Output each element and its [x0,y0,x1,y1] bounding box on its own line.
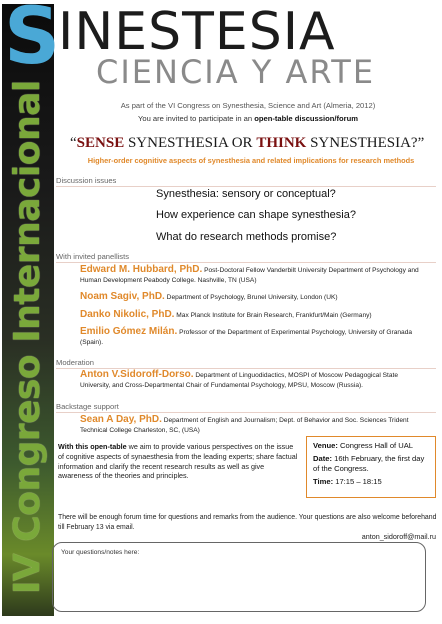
panellist-desc: Professor of the Department of Experimental Psychology, University of Granada (Spain). [80,329,413,346]
intro-line-1: As part of the VI Congress on Synesthesia, Science and Art (Almeria, 2012) [120,101,376,110]
notes-label: Your questions/notes here: [61,549,140,556]
date-line [313,454,429,474]
open-prefix: With this [58,442,91,451]
quote-think: THINK [256,135,307,151]
panellist-name: Edward M. Hubbard, PhD. [80,264,203,275]
panellist-name: Danko Nikolic, PhD. [80,309,175,320]
logo-letter: S [4,0,61,82]
venue-line [313,441,429,451]
moderator-entry [80,370,430,391]
backstage-desc: Department of English and Journalism; Dept. of Behavior and Soc. Sciences Trident Technical College Charleston, SC, (USA) [80,417,409,434]
quote-open: “ [70,135,77,151]
date-label: Date: [313,454,332,463]
backstage-entry [80,415,430,436]
discussion-item: How experience can shape synesthesia? [156,209,356,221]
panellists-heading: With invited panellists [56,252,130,261]
time-label: Time: [313,477,334,486]
open-rest: we aim to provide various perspectives on the issue of cognitive aspects of synaesthesia from the leading experts; share factual information and clarify the recent research results as well as give awareness of the theories and principles. [58,442,298,481]
date-value: 16th February, the first day of the Congress. [313,454,425,473]
panellist-desc: Department of Psychology, Brunel University, London (UK) [164,294,338,301]
venue-box [306,436,436,498]
panellist-entry [80,327,430,348]
panellist-name: Emilio Gómez Milán. [80,326,178,337]
time-value: 17:15 – 18:15 [333,477,382,486]
panellist-entry [80,310,430,321]
vertical-banner [2,4,54,616]
discussion-item: What do research methods promise? [156,231,337,243]
notes-box[interactable] [52,542,426,612]
quote-sense: SENSE [76,135,125,151]
venue-label: Venue: [313,441,338,450]
divider [56,412,436,413]
backstage-name: Sean A Day, PhD. [80,414,162,425]
divider [56,262,436,263]
intro-bold: open-table discussion/forum [254,114,359,123]
panellist-desc: Post-Doctoral Fellow Vanderbilt University Department of Psychology and Human Development Peabody College. Nashville, TN (USA) [80,267,419,284]
forum-title [70,134,440,152]
panellist-desc: Max Planck Institute for Brain Research, Frankfurt/Main (Germany) [174,312,372,319]
backstage-heading: Backstage support [56,402,119,411]
moderator-name: Anton V.Sidoroff-Dorso. [80,369,194,380]
page-title: INESTESIA [58,2,336,62]
vertical-banner-text: IV Congreso Internacional [7,80,48,594]
time-line [313,477,429,487]
moderator-desc: Department of Linguodidactics, MOSPI of Moscow Pedagogical State University, and Cross-Departmental Chair of Fundamental Psychology, MPSU, Moscow (Russia). [80,372,399,389]
tagline: Higher-order cognitive aspects of synesthesia and related implications for research methods [87,156,415,165]
moderation-heading: Moderation [56,358,94,367]
open-table-description [58,442,298,481]
discussion-item: Synesthesia: sensory or conceptual? [156,188,336,200]
quote-mid1: SYNESTHESIA OR [124,135,257,151]
intro-line-2 [58,114,438,123]
forum-note: There will be enough forum time for questions and remarks from the audience. Your questions are also welcome beforehand till February 13 via email. [58,514,437,531]
venue-value: Congress Hall of UAL [337,441,414,450]
intro-prefix: You are invited to participate in an [137,114,255,123]
panellist-name: Noam Sagiv, PhD. [80,291,165,302]
divider [56,186,436,187]
open-bold: open-table [90,442,127,451]
quote-mid2: SYNESTHESIA?” [306,135,425,151]
contact-email[interactable]: anton_sidoroff@mail.ru [361,532,436,541]
discussion-heading: Discussion issues [56,176,117,185]
panellist-entry [80,292,430,303]
panellist-entry [80,265,430,286]
page-subtitle: CIENCIA Y ARTE [96,53,376,91]
